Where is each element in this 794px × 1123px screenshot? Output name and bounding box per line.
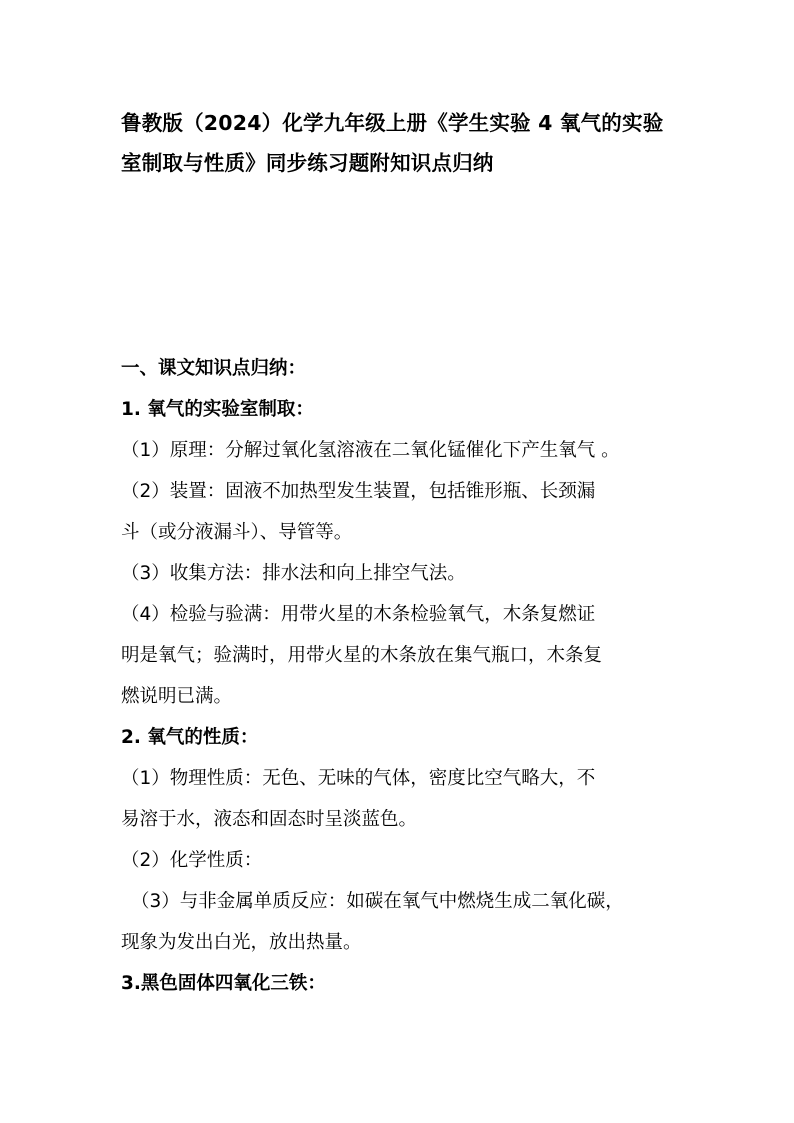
paragraph-line: 斗（或分液漏斗）、导管等。 bbox=[121, 522, 353, 543]
paragraph-line: （2）装置：固液不加热型发生装置，包括锥形瓶、长颈漏 bbox=[121, 481, 596, 502]
paragraph-line: 易溶于水，液态和固态时呈淡蓝色。 bbox=[121, 809, 418, 830]
paragraph-line: （1）物理性质：无色、无味的气体，密度比空气略大，不 bbox=[121, 768, 596, 789]
section-heading: 一、课文知识点归纳： bbox=[121, 358, 307, 379]
document-title: 鲁教版（2024）化学九年级上册《学生实验 4 氧气的实验室制取与性质》同步练习题附知识点归纳 bbox=[121, 111, 664, 175]
paragraph-line: 燃说明已满。 bbox=[121, 686, 233, 707]
paragraph-line: （3）与非金属单质反应：如碳在氧气中燃烧生成二氧化碳， bbox=[131, 891, 624, 912]
paragraph-line: 明是氧气；验满时，用带火星的木条放在集气瓶口，木条复 bbox=[121, 645, 603, 666]
paragraph-line: （1）原理：分解过氧化氢溶液在二氧化锰催化下产生氧气 。 bbox=[121, 440, 620, 461]
subsection-heading: 1. 氧气的实验室制取： bbox=[121, 399, 314, 420]
subsection-heading: 2. 氧气的性质： bbox=[121, 727, 259, 748]
paragraph-line: （2）化学性质： bbox=[121, 850, 263, 871]
subsection-heading: 3.黑色固体四氧化三铁： bbox=[121, 973, 326, 994]
paragraph-line: （3）收集方法：排水法和向上排空气法。 bbox=[121, 563, 466, 584]
paragraph-line: （4）检验与验满：用带火星的木条检验氧气，木条复燃证 bbox=[121, 604, 596, 625]
paragraph-line: 现象为发出白光，放出热量。 bbox=[121, 932, 362, 953]
